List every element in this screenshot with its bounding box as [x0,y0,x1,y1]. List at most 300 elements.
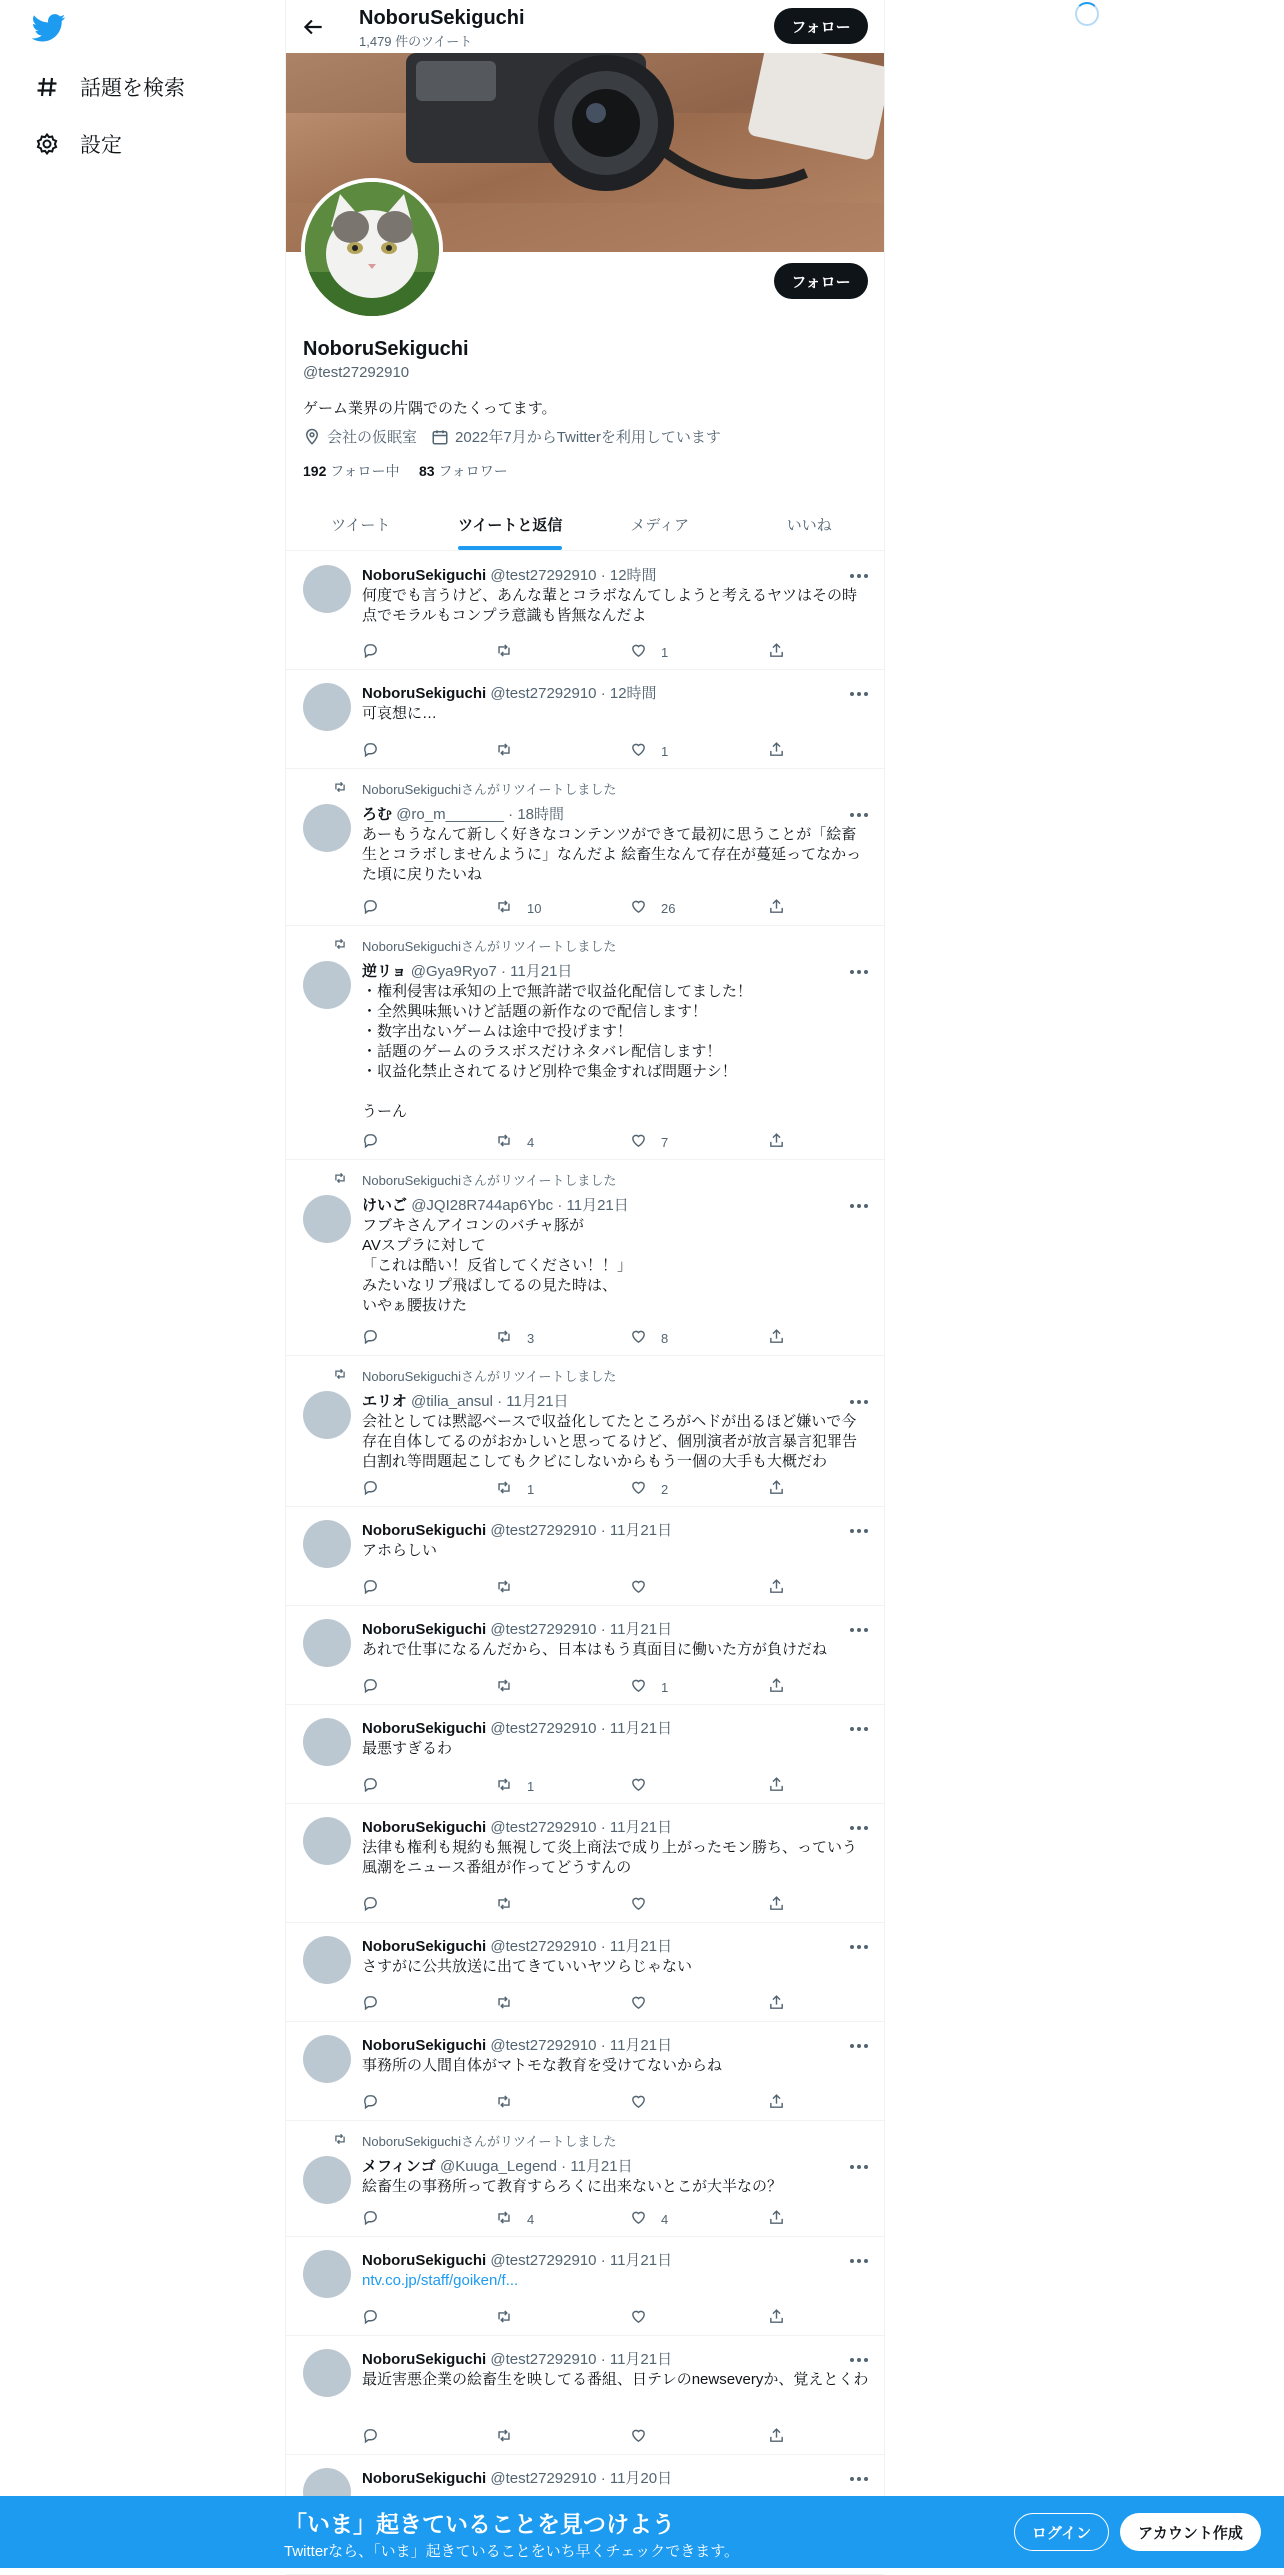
profile-tabs [286,498,884,551]
retweet-button[interactable] [495,2427,527,2447]
tweet-header [362,564,657,585]
share-icon [768,642,799,662]
share-icon [768,741,799,761]
tab-media[interactable]: メディア [630,516,690,534]
author-name[interactable]: NoboruSekiguchi [362,2037,487,2054]
author-handle[interactable]: @test27292910 [490,1621,597,1638]
reply-button[interactable] [362,1994,393,2014]
tab-likes[interactable]: いいね [786,516,832,534]
tweet-text: あれで仕事になるんだから、日本はもう真面目に働いた方が負けだね [362,1641,828,1658]
avatar[interactable] [303,2035,351,2083]
tweet-time[interactable]: · 11月20日 [600,2470,673,2487]
reply-button[interactable] [362,1895,393,1915]
twitter-logo-icon[interactable] [32,14,66,42]
tweet-text: あーもうなんて新しく好きなコンテンツができて最初に思うことが「絵畜生とコラボしませんように」なんだよ 絵畜生なんて存在が蔓延ってなかった頃に戻りたいね [362,826,862,883]
tweet-time[interactable]: · 11月21日 [600,2037,673,2054]
reply-icon [362,2427,393,2447]
like-button[interactable] [630,642,668,662]
more-options-icon[interactable] [848,1820,870,1830]
tweet[interactable] [286,1507,884,1606]
retweet-button[interactable] [495,898,541,918]
more-options-icon[interactable] [848,2159,870,2169]
like-button[interactable] [630,1479,668,1499]
reply-button[interactable] [362,1328,393,1348]
reply-icon [362,642,393,662]
share-icon [768,2308,799,2328]
tweet-text: 最近害悪企業の絵畜生を映してる番組、日テレのnewseveryか、覚えとくわ [362,2371,869,2388]
tweet[interactable] [286,1160,884,1356]
retweet-icon [495,642,527,662]
author-handle[interactable]: @test27292910 [490,2252,597,2269]
retweet-icon [495,1479,527,1499]
avatar[interactable] [303,2156,351,2204]
heart-icon [630,1994,661,2014]
avatar[interactable] [303,961,351,1009]
tweet[interactable] [286,1705,884,1804]
tweet-header [362,1519,672,1540]
author-handle[interactable]: @test27292910 [490,1819,597,1836]
retweet-icon [495,1578,527,1598]
like-button[interactable] [630,2427,661,2447]
gear-icon [34,131,60,157]
avatar[interactable] [303,1195,351,1243]
tweet-actions [362,898,802,916]
author-name[interactable]: けいご [362,1197,408,1214]
retweet-count: 1 [527,1778,535,1794]
reply-button[interactable] [362,2093,393,2113]
nav-settings[interactable] [34,124,122,164]
share-icon [768,898,799,918]
author-name[interactable]: メフィンゴ [362,2158,436,2175]
followers-label: フォロワー [438,463,508,479]
reply-icon [362,1895,393,1915]
profile-stats [303,461,508,481]
tweet-header [362,1816,672,1837]
reply-button[interactable] [362,2308,393,2328]
like-button[interactable] [630,1328,668,1348]
share-icon [768,1677,799,1697]
share-icon [768,2427,799,2447]
tweet-actions [362,1479,802,1497]
share-icon [768,1479,799,1499]
reply-button[interactable] [362,1776,393,1796]
author-handle[interactable]: @test27292910 [490,1938,597,1955]
reply-icon [362,1994,393,2014]
tweet-header [362,2467,672,2488]
avatar[interactable] [303,1936,351,1984]
retweeted-by[interactable]: NoboruSekiguchiさんがリツイートしました [362,1369,617,1384]
share-button[interactable] [768,1479,799,1499]
share-button[interactable] [768,2093,799,2113]
tweet-actions [362,1328,802,1346]
signup-button[interactable]: アカウント作成 [1120,2513,1261,2551]
tweet-header [362,2249,672,2270]
more-options-icon[interactable] [848,2038,870,2048]
author-name[interactable]: NoboruSekiguchi [362,1522,487,1539]
more-options-icon[interactable] [848,1394,870,1404]
tweet-actions [362,1132,802,1150]
more-options-icon[interactable] [848,1622,870,1632]
author-name[interactable]: NoboruSekiguchi [362,1720,487,1737]
heart-icon [630,1677,661,1697]
more-options-icon[interactable] [848,568,870,578]
tweet-time[interactable]: · 11月21日 [600,1819,673,1836]
author-handle[interactable]: @test27292910 [490,2470,597,2487]
tweet-actions [362,2093,802,2111]
heart-icon [630,1895,661,1915]
tweet-actions [362,2427,802,2445]
reply-icon [362,1578,393,1598]
retweet-icon [495,1328,527,1348]
left-sidebar [0,0,285,2568]
share-button[interactable] [768,898,799,918]
share-icon [768,1578,799,1598]
share-icon [768,1994,799,2014]
like-button[interactable] [630,741,668,761]
following-link[interactable] [303,463,400,479]
tweet-text: 何度でも言うけど、あんな輩とコラボなんてしようと考えるヤツはその時点でモラルもコンプラ意識も皆無なんだよ [362,587,858,624]
reply-icon [362,1677,393,1697]
retweet-button[interactable] [495,1578,527,1598]
retweet-button[interactable] [495,2308,527,2328]
tweet-time[interactable]: · 12時間 [600,685,657,702]
author-handle[interactable]: @Kuuga_Legend [439,2158,557,2175]
author-name[interactable]: NoboruSekiguchi [362,2470,487,2487]
header-tweet-count: 1,479 件のツイート [359,34,473,49]
tweet[interactable] [286,2121,884,2237]
tweet-time[interactable]: · 11月21日 [501,963,573,980]
author-handle[interactable]: @test27292910 [490,1522,597,1539]
tweet-header [362,2155,633,2176]
share-button[interactable] [768,1677,799,1697]
tweet-time[interactable]: · 18時間 [508,806,565,823]
heart-icon [630,642,661,662]
profile-handle: @test27292910 [303,364,410,381]
tweet-time[interactable]: · 11月21日 [600,1720,673,1737]
retweet-indicator-icon [332,937,348,956]
profile-name: NoboruSekiguchi [303,338,469,360]
tweet-header [362,1390,569,1411]
retweet-icon [495,1132,527,1152]
retweet-count: 4 [527,1134,535,1150]
retweet-icon [495,2427,527,2447]
tweet-actions [362,1677,802,1695]
share-button[interactable] [768,2209,799,2229]
like-button[interactable] [630,2093,661,2113]
tweet-time[interactable]: · 11月21日 [600,1621,673,1638]
tweet-header [362,803,564,824]
tweet[interactable] [286,769,884,926]
retweet-button[interactable] [495,642,527,662]
tweet[interactable] [286,1356,884,1507]
retweet-icon [495,741,527,761]
share-icon [768,1328,799,1348]
retweet-icon [495,1776,527,1796]
tweet-text: ・権利侵害は承知の上で無許諾で収益化配信してました！ ・全然興味無いけど話題の新作なので配信します！ ・数字出ないゲームは途中で投げます！ ・話題のゲームのラスボスだけネタバレ配信します！ ・収益化禁止されてるけど別枠で集金すれば問題ナシ！ うーん [362,983,753,1120]
reply-button[interactable] [362,1132,393,1152]
tweet-header [362,682,657,703]
share-icon [768,1776,799,1796]
like-count: 1 [661,644,669,660]
author-handle[interactable]: @Gya9Ryo7 [410,963,497,980]
more-options-icon[interactable] [848,2253,870,2263]
more-options-icon[interactable] [848,964,870,974]
author-name[interactable]: NoboruSekiguchi [362,1938,487,1955]
heart-icon [630,741,661,761]
heart-icon [630,1132,661,1152]
hashtag-icon [34,74,60,100]
retweet-count: 4 [527,2211,535,2227]
retweet-button[interactable] [495,1994,527,2014]
like-button[interactable] [630,2209,668,2229]
author-name[interactable]: 逆リョ [362,963,407,980]
signup-banner-subtitle: Twitterなら、「いま」起きていることをいち早くチェックできます。 [284,2543,740,2560]
tweet[interactable] [286,552,884,670]
share-icon [768,1895,799,1915]
avatar[interactable] [303,1619,351,1667]
profile-meta [303,426,735,447]
retweet-button[interactable] [495,1328,534,1348]
retweet-indicator-icon [332,780,348,799]
tweet-time[interactable]: · 11月21日 [497,1393,569,1410]
calendar-icon [431,428,449,446]
following-label: フォロー中 [330,463,400,479]
share-button[interactable] [768,1132,799,1152]
tweet-text: 法律も権利も規約も無視して炎上商法で成り上がったモン勝ち、っていう風潮をニュース番組が作ってどうすんの [362,1839,858,1876]
retweeted-by[interactable]: NoboruSekiguchiさんがリツイートしました [362,782,617,797]
share-button[interactable] [768,642,799,662]
retweet-icon [495,2308,527,2328]
signup-banner-title: 「いま」起きていることを見つけよう [284,2511,675,2537]
tweet-actions [362,2209,802,2227]
retweet-button[interactable] [495,1479,534,1499]
author-handle[interactable]: @JQI28R744ap6Ybc [411,1197,554,1214]
author-handle[interactable]: @test27292910 [490,685,597,702]
avatar[interactable] [303,2349,351,2397]
more-options-icon[interactable] [848,1198,870,1208]
login-button[interactable]: ログイン [1014,2513,1109,2551]
avatar[interactable] [303,804,351,852]
tweet[interactable] [286,670,884,769]
reply-icon [362,1132,393,1152]
author-handle[interactable]: @tilia_ansul [411,1393,493,1410]
share-button[interactable] [768,2427,799,2447]
tweet-text: 最悪すぎるわ [362,1740,453,1757]
share-button[interactable] [768,1578,799,1598]
tweet-time[interactable]: · 11月21日 [561,2158,633,2175]
reply-button[interactable] [362,1578,393,1598]
profile-location: 会社の仮眠室 [327,429,418,446]
tweet[interactable] [286,1804,884,1923]
profile-follow-button[interactable]: フォロー [774,263,868,299]
share-button[interactable] [768,1776,799,1796]
profile-header-bar [286,0,884,53]
like-button[interactable] [630,1677,668,1697]
like-button[interactable] [630,2308,661,2328]
main-column [285,0,885,2568]
more-options-icon[interactable] [848,1721,870,1731]
like-button[interactable] [630,1132,668,1152]
tab-tweets-and-replies[interactable]: ツイートと返信 [436,498,586,550]
retweet-icon [495,898,527,918]
retweet-icon [495,2209,527,2229]
followers-link[interactable] [419,463,508,479]
retweet-indicator-icon [332,1367,348,1386]
tweet-actions [362,1994,802,2012]
author-name[interactable]: エリオ [362,1393,407,1410]
more-options-icon[interactable] [848,2471,870,2481]
retweeted-by[interactable]: NoboruSekiguchiさんがリツイートしました [362,1173,617,1188]
author-name[interactable]: ろむ [362,806,393,823]
more-options-icon[interactable] [848,2352,870,2362]
author-name[interactable]: NoboruSekiguchi [362,2252,487,2269]
retweet-button[interactable] [495,1677,527,1697]
tweet-actions [362,2308,802,2326]
tweet-time[interactable]: · 11月21日 [600,2252,673,2269]
share-button[interactable] [768,1328,799,1348]
like-button[interactable] [630,1776,661,1796]
tweet-time[interactable]: · 12時間 [600,567,657,584]
reply-button[interactable] [362,642,393,662]
tweet[interactable] [286,926,884,1160]
nav-explore[interactable] [34,67,185,107]
avatar[interactable] [303,2250,351,2298]
author-name[interactable]: NoboruSekiguchi [362,685,487,702]
tweet-time[interactable]: · 11月21日 [600,2351,673,2368]
reply-button[interactable] [362,898,393,918]
nav-explore-label: 話題を検索 [80,77,185,100]
tweet-text: 可哀想に… [362,705,438,722]
tweet-header [362,1618,672,1639]
author-handle[interactable]: @ro_m_______ [396,806,504,823]
avatar[interactable] [303,1718,351,1766]
retweet-button[interactable] [495,741,527,761]
heart-icon [630,898,661,918]
tweet-time[interactable]: · 11月21日 [600,1522,673,1539]
more-options-icon[interactable] [848,1939,870,1949]
reply-icon [362,1776,393,1796]
heart-icon [630,1578,661,1598]
retweet-icon [495,2093,527,2113]
tweet[interactable] [286,1606,884,1705]
tweet[interactable] [286,1923,884,2022]
avatar[interactable] [303,1817,351,1865]
heart-icon [630,2427,661,2447]
retweet-icon [495,1895,527,1915]
avatar[interactable] [303,1391,351,1439]
tweet-actions [362,741,802,759]
tab-tweets[interactable]: ツイート [331,516,391,534]
tweet-text: アホらしい [362,1542,438,1559]
reply-button[interactable] [362,1677,393,1697]
reply-icon [362,1328,393,1348]
retweet-count: 10 [527,900,542,916]
avatar[interactable] [303,1520,351,1568]
tweet-text: 絵畜生の事務所って教育すらろくに出来ないとこが大半なの？ [362,2178,783,2195]
like-button[interactable] [630,1994,661,2014]
more-options-icon[interactable] [848,686,870,696]
heart-icon [630,2209,661,2229]
retweet-button[interactable] [495,1132,534,1152]
avatar[interactable] [303,565,351,613]
author-name[interactable]: NoboruSekiguchi [362,567,487,584]
retweeted-by[interactable]: NoboruSekiguchiさんがリツイートしました [362,939,617,954]
avatar[interactable] [303,683,351,731]
nav-settings-label: 設定 [80,134,122,157]
like-count: 8 [661,1330,669,1346]
tweet-text: 事務所の人間自体がマトモな教育を受けてないからね [362,2057,723,2074]
back-arrow-icon[interactable] [300,14,326,40]
tweet[interactable] [286,2336,884,2455]
tweet-header [362,1717,672,1738]
retweet-button[interactable] [495,2093,527,2113]
heart-icon [630,2308,661,2328]
like-button[interactable] [630,1578,661,1598]
author-handle[interactable]: @test27292910 [490,2351,597,2368]
tweet-header [362,2348,672,2369]
following-count: 192 [303,463,327,479]
share-button[interactable] [768,1895,799,1915]
author-handle[interactable]: @test27292910 [490,567,597,584]
heart-icon [630,1479,661,1499]
tweet-time[interactable]: · 11月21日 [600,1938,673,1955]
profile-avatar[interactable] [301,178,443,320]
heart-icon [630,1776,661,1796]
profile-joined: 2022年7月からTwitterを利用しています [455,429,721,446]
tweet-actions [362,642,802,660]
more-options-icon[interactable] [848,807,870,817]
tweet-link[interactable]: ntv.co.jp/staff/goiken/f... [362,2272,519,2289]
like-count: 4 [661,2211,669,2227]
retweet-icon [495,1677,527,1697]
signup-banner [0,2496,1284,2568]
reply-button[interactable] [362,741,393,761]
tweet-text: 会社としては黙認ベースで収益化してたところがヘドが出るほど嫌いで今存在自体してるのがおかしいと思ってるけど、個別演者が放言暴言犯罪告白割れ等問題起こしてもクビにしないからもう一個の大手も大概だわ [362,1413,858,1470]
share-button[interactable] [768,1994,799,2014]
retweet-button[interactable] [495,2209,534,2229]
tweet[interactable] [286,2237,884,2336]
retweet-indicator-icon [332,1171,348,1190]
share-button[interactable] [768,2308,799,2328]
tweet[interactable] [286,2022,884,2121]
like-button[interactable] [630,898,675,918]
author-name[interactable]: NoboruSekiguchi [362,1621,487,1638]
author-name[interactable]: NoboruSekiguchi [362,2351,487,2368]
header-follow-button[interactable]: フォロー [774,8,868,44]
reply-button[interactable] [362,2209,393,2229]
retweet-button[interactable] [495,1895,527,1915]
share-icon [768,2093,799,2113]
share-icon [768,1132,799,1152]
share-button[interactable] [768,741,799,761]
tweet-header [362,1194,629,1215]
retweeted-by[interactable]: NoboruSekiguchiさんがリツイートしました [362,2134,617,2149]
like-count: 2 [661,1481,669,1497]
loading-spinner-icon [1075,2,1099,26]
retweet-icon [495,1994,527,2014]
tweet-time[interactable]: · 11月21日 [557,1197,629,1214]
reply-button[interactable] [362,1479,393,1499]
like-button[interactable] [630,1895,661,1915]
reply-icon [362,1479,393,1499]
author-handle[interactable]: @test27292910 [490,2037,597,2054]
more-options-icon[interactable] [848,1523,870,1533]
author-name[interactable]: NoboruSekiguchi [362,1819,487,1836]
retweet-button[interactable] [495,1776,534,1796]
author-handle[interactable]: @test27292910 [490,1720,597,1737]
retweet-indicator-icon [332,2132,348,2151]
reply-button[interactable] [362,2427,393,2447]
